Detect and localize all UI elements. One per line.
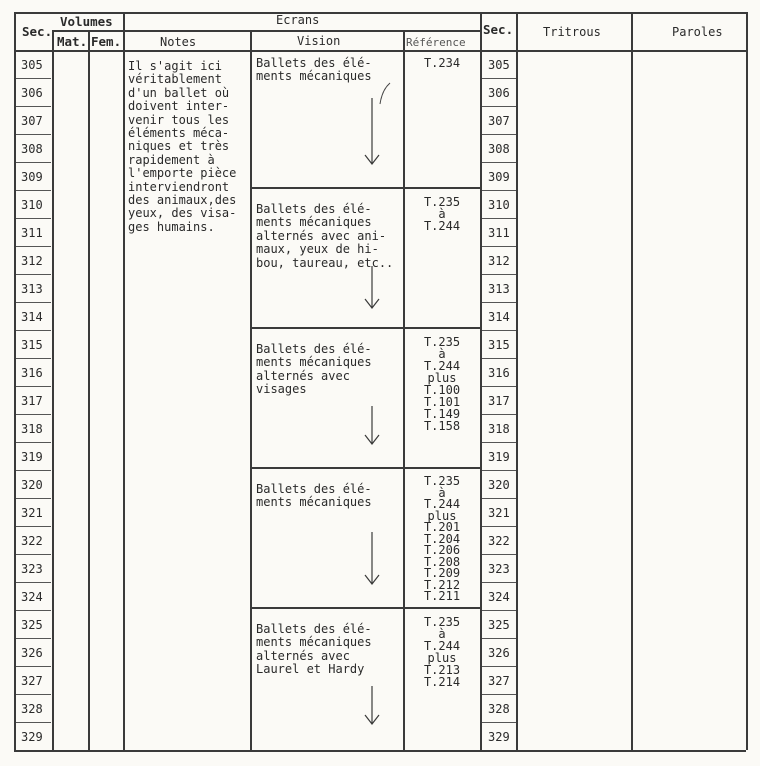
row-second-right: 319 <box>488 450 510 464</box>
row-second-left: 317 <box>21 394 43 408</box>
row-separator <box>481 106 517 107</box>
row-second-left: 328 <box>21 702 43 716</box>
down-arrow-icon <box>362 532 382 588</box>
row-separator <box>15 442 51 443</box>
vision-text: Ballets des élé- ments mécaniques <box>256 482 372 510</box>
row-second-right: 308 <box>488 142 510 156</box>
header-reference: Référence <box>406 36 466 49</box>
vision-text: Ballets des élé- ments mécaniques alternés avec visages <box>256 342 372 397</box>
row-second-left: 320 <box>21 478 43 492</box>
header-vision: Vision <box>297 34 341 48</box>
header-fem: Fem. <box>91 34 122 49</box>
row-separator <box>481 414 517 415</box>
vision-text: Ballets des élé- ments mécaniques <box>256 56 372 84</box>
vision-text: Ballets des élé- ments mécaniques alternés avec Laurel et Hardy <box>256 622 372 677</box>
row-separator <box>481 78 517 79</box>
row-second-right: 315 <box>488 338 510 352</box>
down-arrow-icon <box>362 686 382 728</box>
header-sec-right: Sec. <box>483 22 514 37</box>
row-second-left: 311 <box>21 226 43 240</box>
header-notes: Notes <box>160 35 197 49</box>
reference-text: T.235 à T.244 <box>423 195 461 233</box>
row-separator <box>15 722 51 723</box>
column-rule-paroles <box>631 12 633 750</box>
row-second-left: 329 <box>21 730 43 744</box>
row-separator <box>15 666 51 667</box>
row-second-right: 316 <box>488 366 510 380</box>
notes-text: Il s'agit ici véritablement d'un ballet où doivent inter- venir tous les éléments méca- niques et très rapidement à l'emporte pièce interviendront des animaux,des yeux, des visa- ges humains. <box>128 59 237 234</box>
row-separator <box>15 274 51 275</box>
row-separator <box>15 414 51 415</box>
row-separator <box>15 526 51 527</box>
header-sec-left: Sec. <box>22 24 53 39</box>
volumes-subrule <box>52 30 123 32</box>
row-second-left: 315 <box>21 338 43 352</box>
row-second-left: 307 <box>21 114 43 128</box>
row-separator <box>481 190 517 191</box>
row-second-right: 323 <box>488 562 510 576</box>
row-second-left: 314 <box>21 310 43 324</box>
row-separator <box>481 638 517 639</box>
header-ecrans: Ecrans <box>276 13 320 27</box>
header-mat: Mat. <box>57 34 88 49</box>
row-second-right: 324 <box>488 590 510 604</box>
column-rule-notes <box>123 12 125 750</box>
column-rule-vision <box>250 30 252 750</box>
row-separator <box>481 470 517 471</box>
row-second-right: 311 <box>488 226 510 240</box>
row-second-right: 321 <box>488 506 510 520</box>
row-second-right: 313 <box>488 282 510 296</box>
row-second-right: 306 <box>488 86 510 100</box>
row-second-left: 323 <box>21 562 43 576</box>
header-paroles: Paroles <box>672 25 723 39</box>
row-separator <box>15 358 51 359</box>
row-separator <box>15 134 51 135</box>
row-second-left: 318 <box>21 422 43 436</box>
row-separator <box>15 218 51 219</box>
row-separator <box>481 386 517 387</box>
column-rule-fem <box>88 30 90 750</box>
reference-text: T.235 à T.244 plus T.100 T.101 T.149 T.158 <box>423 335 461 433</box>
row-separator <box>15 302 51 303</box>
row-second-right: 320 <box>488 478 510 492</box>
row-second-left: 306 <box>21 86 43 100</box>
row-second-right: 305 <box>488 58 510 72</box>
row-separator <box>481 218 517 219</box>
row-separator <box>15 106 51 107</box>
row-second-right: 328 <box>488 702 510 716</box>
row-separator <box>481 162 517 163</box>
vision-text: Ballets des élé- ments mécaniques alternés avec ani- maux, yeux de hi- bou, taureau, etc.. <box>256 202 394 270</box>
vision-block-rule <box>250 607 480 609</box>
row-second-left: 319 <box>21 450 43 464</box>
row-separator <box>481 246 517 247</box>
row-separator <box>15 78 51 79</box>
ecrans-subrule <box>123 30 480 32</box>
row-second-left: 305 <box>21 58 43 72</box>
row-second-left: 308 <box>21 142 43 156</box>
row-second-right: 312 <box>488 254 510 268</box>
row-separator <box>481 666 517 667</box>
pen-mark <box>378 82 392 106</box>
column-rule-reference <box>403 30 405 750</box>
row-separator <box>15 694 51 695</box>
reference-text: T.234 <box>423 56 461 70</box>
row-second-right: 310 <box>488 198 510 212</box>
row-separator <box>481 722 517 723</box>
row-separator <box>15 582 51 583</box>
row-separator <box>481 330 517 331</box>
row-second-left: 325 <box>21 618 43 632</box>
vision-block-rule <box>250 327 480 329</box>
row-second-right: 307 <box>488 114 510 128</box>
row-second-right: 317 <box>488 394 510 408</box>
row-second-right: 322 <box>488 534 510 548</box>
row-second-right: 326 <box>488 646 510 660</box>
header-tritrous: Tritrous <box>543 25 601 39</box>
down-arrow-icon <box>362 98 382 168</box>
row-separator <box>481 134 517 135</box>
row-second-right: 314 <box>488 310 510 324</box>
row-separator <box>15 470 51 471</box>
table-border-top <box>14 12 746 14</box>
row-separator <box>481 582 517 583</box>
row-second-right: 329 <box>488 730 510 744</box>
row-second-left: 324 <box>21 590 43 604</box>
row-separator <box>481 694 517 695</box>
row-second-left: 313 <box>21 282 43 296</box>
row-separator <box>481 442 517 443</box>
row-separator <box>15 638 51 639</box>
row-separator <box>15 610 51 611</box>
column-rule-mat <box>52 30 54 750</box>
row-separator <box>481 498 517 499</box>
row-separator <box>15 330 51 331</box>
row-second-left: 326 <box>21 646 43 660</box>
row-separator <box>15 246 51 247</box>
row-second-right: 327 <box>488 674 510 688</box>
down-arrow-icon <box>362 266 382 312</box>
down-arrow-icon <box>362 406 382 448</box>
row-separator <box>15 498 51 499</box>
column-rule-sec-right-b <box>516 12 518 750</box>
row-second-right: 325 <box>488 618 510 632</box>
header-volumes: Volumes <box>60 14 113 29</box>
row-second-left: 321 <box>21 506 43 520</box>
row-second-left: 327 <box>21 674 43 688</box>
row-second-left: 309 <box>21 170 43 184</box>
row-second-left: 310 <box>21 198 43 212</box>
header-bottom-rule <box>14 50 746 52</box>
row-separator <box>15 190 51 191</box>
row-separator <box>481 610 517 611</box>
row-second-left: 322 <box>21 534 43 548</box>
row-separator <box>481 358 517 359</box>
row-separator <box>481 526 517 527</box>
row-separator <box>481 274 517 275</box>
vision-block-rule <box>250 467 480 469</box>
row-second-right: 318 <box>488 422 510 436</box>
table-border-bottom <box>14 750 746 752</box>
row-separator <box>481 554 517 555</box>
table-border-right <box>746 12 748 750</box>
row-separator <box>15 554 51 555</box>
reference-text: T.235 à T.244 plus T.213 T.214 <box>423 615 461 689</box>
table-border-left <box>14 12 16 750</box>
column-rule-sec-right-a <box>480 12 482 750</box>
row-separator <box>481 302 517 303</box>
row-separator <box>15 386 51 387</box>
row-second-right: 309 <box>488 170 510 184</box>
reference-text: T.235 à T.244 plus T.201 T.204 T.206 T.208 T.209 T.212 T.211 <box>423 474 461 603</box>
vision-block-rule <box>250 187 480 189</box>
row-separator <box>15 162 51 163</box>
row-second-left: 312 <box>21 254 43 268</box>
row-second-left: 316 <box>21 366 43 380</box>
